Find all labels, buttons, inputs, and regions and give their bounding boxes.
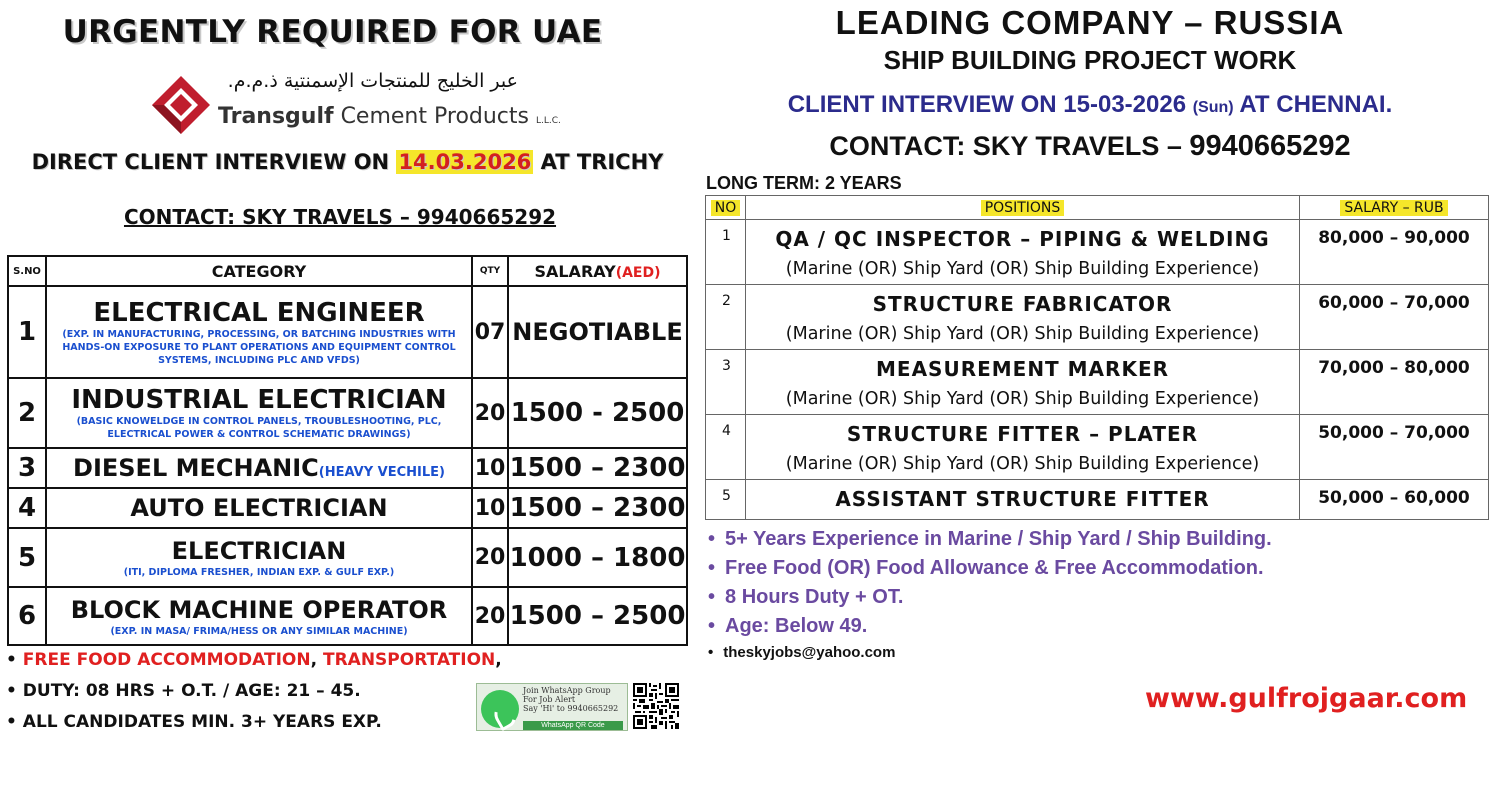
header-salary: SALARAY(AED) [508,256,687,286]
row-position: STRUCTURE FABRICATOR (Marine (OR) Ship Yard (OR) Ship Building Experience) [746,285,1300,350]
row-category: ELECTRICAL ENGINEER (EXP. IN MANUFACTURING, PROCESSING, OR BATCHING INDUSTRIES WITH HANDS-ON EXPOSURE TO PLANT OPERATIONS AND EQUIPMENT CONTROL SYSTEMS, INCLUDING PLC AND VFDS) [46,286,472,378]
bullet-item: • 5+ Years Experience in Marine / Ship Yard / Ship Building. [708,528,1272,550]
row-salary: 50,000 – 60,000 [1300,480,1489,520]
left-heading: URGENTLY REQUIRED FOR UAE [62,14,603,50]
row-sno: 3 [8,448,46,488]
whatsapp-text: Join WhatsApp Group For Job Alert Say 'Hi' to 9940665292 [523,686,619,713]
bullet-item: • 8 Hours Duty + OT. [708,586,904,608]
row-qty: 10 [472,448,508,488]
interview-date-highlight: 14.03.2026 [398,150,532,174]
row-qty: 20 [472,378,508,448]
header-no: NO [706,196,746,220]
row-category: INDUSTRIAL ELECTRICIAN (BASIC KNOWELDGE IN CONTROL PANELS, TROUBLESHOOTING, PLC, ELECTRICAL POWER & CONTROL SCHEMATIC DRAWINGS) [46,378,472,448]
table-row [8,448,687,488]
whatsapp-footer: WhatsApp QR Code [523,721,623,730]
table-row [8,587,687,645]
row-no: 2 [706,285,746,350]
right-subtitle: SHIP BUILDING PROJECT WORK [883,45,1297,75]
row-sno: 5 [8,528,46,587]
row-category: ELECTRICIAN (ITI, DIPLOMA FRESHER, INDIAN EXP. & GULF EXP.) [46,528,472,587]
row-no: 1 [706,220,746,285]
bullet-item: • DUTY: 08 HRS + O.T. / AGE: 21 – 45. [6,681,361,701]
qr-code-icon[interactable] [633,683,679,729]
row-salary: 60,000 – 70,000 [1300,285,1489,350]
header-positions: POSITIONS [746,196,1300,220]
row-category: DIESEL MECHANIC(HEAVY VECHILE) [46,448,472,488]
email-link[interactable]: • theskyjobs@yahoo.com [708,644,896,661]
right-contact: CONTACT: SKY TRAVELS – 9940665292 [829,130,1351,162]
row-sno: 1 [8,286,46,378]
right-bullets [708,528,1272,673]
table-row [706,285,1489,350]
header-category: CATEGORY [46,256,472,286]
header-qty: QTY [472,256,508,286]
website-link[interactable]: www.gulfrojgaar.com [1145,683,1468,714]
whatsapp-qr-block[interactable] [476,683,686,733]
left-interview-line: DIRECT CLIENT INTERVIEW ON 14.03.2026 AT TRICHY [31,150,664,174]
bullet-item: • FREE FOOD ACCOMMODATION, TRANSPORTATION, [6,650,502,670]
table-row [8,528,687,587]
table-row [706,220,1489,285]
row-category: AUTO ELECTRICIAN [46,488,472,528]
right-title: LEADING COMPANY – RUSSIA [835,4,1345,41]
row-salary: 50,000 – 70,000 [1300,415,1489,480]
left-bullets [6,650,502,743]
row-salary: 70,000 – 80,000 [1300,350,1489,415]
row-salary: 1000 – 1800 [508,528,687,587]
header-sno: S.NO [8,256,46,286]
row-no: 4 [706,415,746,480]
row-position: QA / QC INSPECTOR – PIPING & WELDING (Marine (OR) Ship Yard (OR) Ship Building Experience) [746,220,1300,285]
russia-jobs-table [705,195,1489,520]
row-sno: 6 [8,587,46,645]
row-salary: 1500 – 2500 [508,587,687,645]
bullet-item: • Age: Below 49. [708,615,868,637]
table-row [706,415,1489,480]
transgulf-logo [150,70,561,140]
row-position: MEASUREMENT MARKER (Marine (OR) Ship Yard (OR) Ship Building Experience) [746,350,1300,415]
row-sno: 2 [8,378,46,448]
row-salary: NEGOTIABLE [508,286,687,378]
bullet-item: • Free Food (OR) Food Allowance & Free Accommodation. [708,557,1264,579]
row-qty: 10 [472,488,508,528]
row-category: BLOCK MACHINE OPERATOR (EXP. IN MASA/ FRIMA/HESS OR ANY SIMILAR MACHINE) [46,587,472,645]
row-salary: 1500 – 2300 [508,488,687,528]
table-header-row [8,256,687,286]
table-row [8,378,687,448]
row-no: 3 [706,350,746,415]
logo-arabic-text: عبر الخليج للمنتجات الإسمنتية ذ.م.م. [227,70,518,92]
long-term-label: LONG TERM: 2 YEARS [706,173,902,193]
whatsapp-banner[interactable] [476,683,628,731]
row-qty: 07 [472,286,508,378]
table-row [706,350,1489,415]
table-row [8,488,687,528]
row-qty: 20 [472,587,508,645]
row-salary: 1500 - 2500 [508,378,687,448]
row-position: STRUCTURE FITTER – PLATER (Marine (OR) Ship Yard (OR) Ship Building Experience) [746,415,1300,480]
header-salary: SALARY – RUB [1300,196,1489,220]
row-salary: 1500 – 2300 [508,448,687,488]
row-sno: 4 [8,488,46,528]
right-interview-line: CLIENT INTERVIEW ON 15-03-2026 (Sun) AT CHENNAI. [787,91,1393,118]
row-qty: 20 [472,528,508,587]
row-salary: 80,000 – 90,000 [1300,220,1489,285]
table-row [8,286,687,378]
whatsapp-icon [481,690,519,728]
row-position: ASSISTANT STRUCTURE FITTER [746,480,1300,520]
table-row [706,480,1489,520]
transgulf-logo-icon [150,74,212,136]
logo-brand-name: Transgulf Cement Products L.L.C. [218,104,561,129]
bullet-item: • ALL CANDIDATES MIN. 3+ YEARS EXP. [6,712,382,732]
table-header-row [706,196,1489,220]
row-no: 5 [706,480,746,520]
left-contact: CONTACT: SKY TRAVELS – 9940665292 [123,205,557,229]
uae-jobs-table [7,255,688,646]
